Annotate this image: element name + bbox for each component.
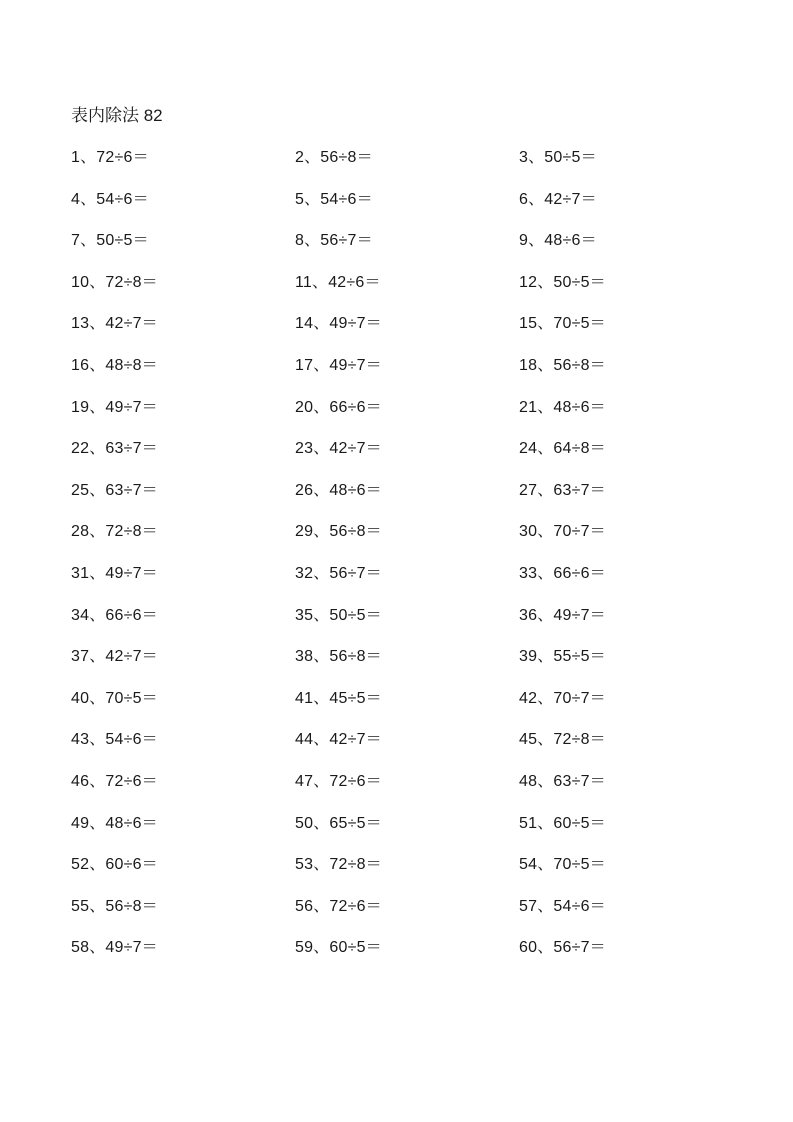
problem-item: 16、48÷8＝ bbox=[71, 356, 158, 374]
problem-item: 36、49÷7＝ bbox=[519, 606, 606, 624]
problem-item: 57、54÷6＝ bbox=[519, 897, 606, 915]
problem-item: 6、42÷7＝ bbox=[519, 190, 597, 208]
problem-grid bbox=[71, 146, 671, 978]
problem-item: 47、72÷6＝ bbox=[295, 772, 382, 790]
problem-item: 14、49÷7＝ bbox=[295, 315, 382, 333]
problem-item: 42、70÷7＝ bbox=[519, 689, 606, 707]
problem-item: 31、49÷7＝ bbox=[71, 564, 158, 582]
problem-item: 52、60÷6＝ bbox=[71, 856, 158, 874]
problem-item: 25、63÷7＝ bbox=[71, 481, 158, 499]
problem-item: 17、49÷7＝ bbox=[295, 356, 382, 374]
problem-item: 48、63÷7＝ bbox=[519, 772, 606, 790]
problem-item: 18、56÷8＝ bbox=[519, 356, 606, 374]
problem-item: 28、72÷8＝ bbox=[71, 523, 158, 541]
problem-item: 55、56÷8＝ bbox=[71, 897, 158, 915]
problem-item: 12、50÷5＝ bbox=[519, 273, 606, 291]
problem-item: 38、56÷8＝ bbox=[295, 648, 382, 666]
problem-item: 33、66÷6＝ bbox=[519, 564, 606, 582]
problem-item: 37、42÷7＝ bbox=[71, 648, 158, 666]
problem-item: 39、55÷5＝ bbox=[519, 648, 606, 666]
problem-item: 26、48÷6＝ bbox=[295, 481, 382, 499]
problem-item: 20、66÷6＝ bbox=[295, 398, 382, 416]
problem-item: 13、42÷7＝ bbox=[71, 315, 158, 333]
problem-item: 40、70÷5＝ bbox=[71, 689, 158, 707]
problem-item: 56、72÷6＝ bbox=[295, 897, 382, 915]
problem-item: 19、49÷7＝ bbox=[71, 398, 158, 416]
problem-item: 10、72÷8＝ bbox=[71, 273, 158, 291]
problem-item: 4、54÷6＝ bbox=[71, 190, 149, 208]
problem-item: 3、50÷5＝ bbox=[519, 149, 597, 166]
problem-item: 8、56÷7＝ bbox=[295, 232, 373, 250]
problem-item: 58、49÷7＝ bbox=[71, 939, 158, 957]
problem-item: 15、70÷5＝ bbox=[519, 315, 606, 333]
problem-item: 9、48÷6＝ bbox=[519, 232, 597, 250]
problem-item: 35、50÷5＝ bbox=[295, 606, 382, 624]
problem-item: 21、48÷6＝ bbox=[519, 398, 606, 416]
problem-item: 44、42÷7＝ bbox=[295, 731, 382, 749]
problem-item: 32、56÷7＝ bbox=[295, 564, 382, 582]
problem-item: 45、72÷8＝ bbox=[519, 731, 606, 749]
page-title: 表内除法 82 bbox=[71, 106, 163, 125]
problem-item: 46、72÷6＝ bbox=[71, 772, 158, 790]
problem-item: 7、50÷5＝ bbox=[71, 232, 149, 250]
problem-item: 5、54÷6＝ bbox=[295, 190, 373, 208]
problem-item: 41、45÷5＝ bbox=[295, 689, 382, 707]
problem-item: 2、56÷8＝ bbox=[295, 149, 373, 166]
problem-item: 59、60÷5＝ bbox=[295, 939, 382, 957]
problem-item: 49、48÷6＝ bbox=[71, 814, 158, 832]
problem-item: 27、63÷7＝ bbox=[519, 481, 606, 499]
problem-item: 60、56÷7＝ bbox=[519, 939, 606, 957]
problem-item: 51、60÷5＝ bbox=[519, 814, 606, 832]
problem-item: 22、63÷7＝ bbox=[71, 440, 158, 458]
problem-item: 34、66÷6＝ bbox=[71, 606, 158, 624]
problem-item: 11、42÷6＝ bbox=[295, 273, 381, 291]
problem-item: 50、65÷5＝ bbox=[295, 814, 382, 832]
problem-item: 24、64÷8＝ bbox=[519, 440, 606, 458]
problem-item: 54、70÷5＝ bbox=[519, 856, 606, 874]
problem-item: 29、56÷8＝ bbox=[295, 523, 382, 541]
problem-item: 1、72÷6＝ bbox=[71, 149, 149, 166]
problem-item: 23、42÷7＝ bbox=[295, 440, 382, 458]
problem-item: 43、54÷6＝ bbox=[71, 731, 158, 749]
problem-item: 30、70÷7＝ bbox=[519, 523, 606, 541]
problem-item: 53、72÷8＝ bbox=[295, 856, 382, 874]
